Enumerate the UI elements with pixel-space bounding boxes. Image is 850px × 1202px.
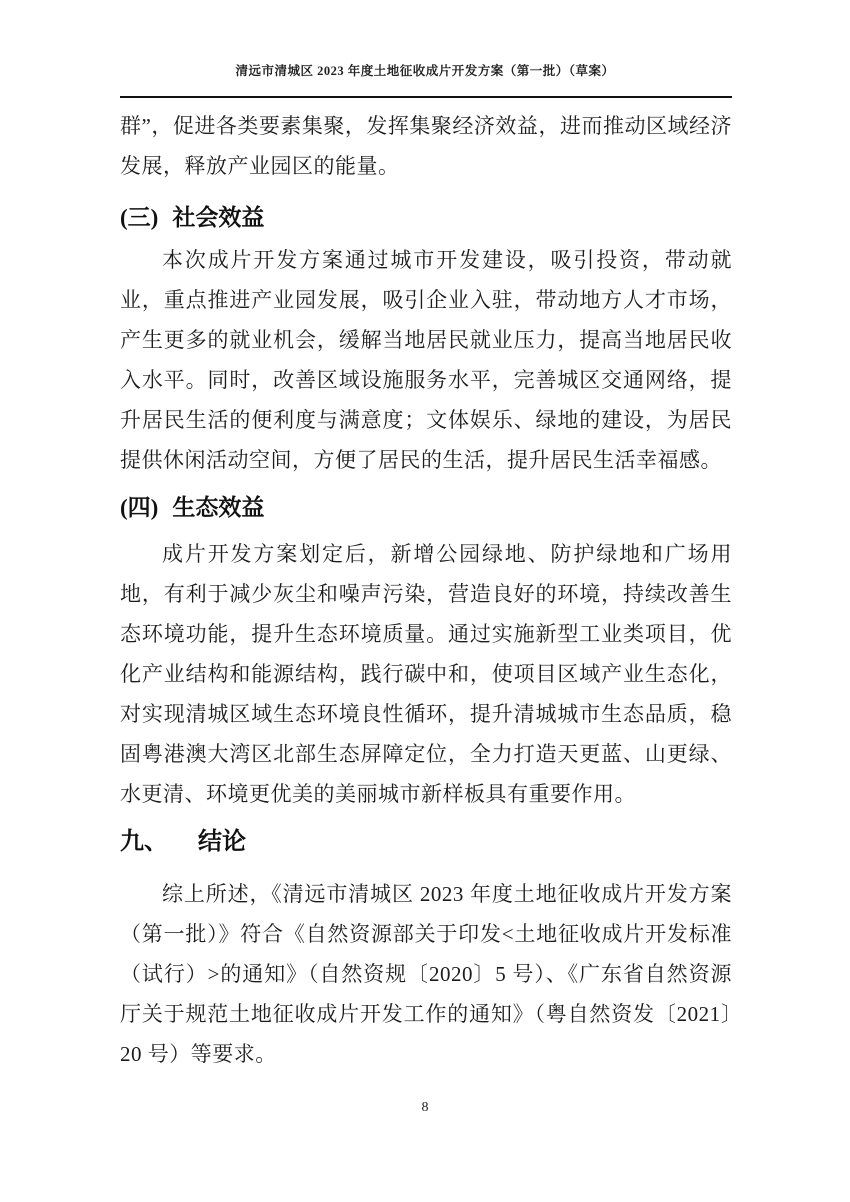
section-heading-social-benefit — [120, 202, 732, 234]
section-heading-title: 结论 — [198, 828, 246, 855]
section-heading-title: 生态效益 — [172, 495, 265, 520]
section-heading-label: (三) — [120, 205, 159, 230]
section-heading-label: 九、 — [120, 828, 168, 855]
paragraph-social-benefit: 本次成片开发方案通过城市开发建设，吸引投资，带动就业，重点推进产业园发展，吸引企业入驻，带动地方人才市场，产生更多的就业机会，缓解当地居民就业压力，提高当地居民收入水平。同时，改善区域设施服务水平，完善城区交通网络，提升居民生活的便利度与满意度；文体娱乐、绿地的建设，为居民提供休闲活动空间，方便了居民的生活，提升居民生活幸福感。 — [120, 248, 732, 472]
section-heading-title: 社会效益 — [172, 205, 265, 230]
paragraph-conclusion: 综上所述，《清远市清城区 2023 年度土地征收成片开发方案（第一批）》符合《自然资源部关于印发<土地征收成片开发标准（试行）>的通知》（自然资规〔2020〕5 号）、《广东省自然资源厅关于规范土地征收成片开发工作的通知》（粤自然资发〔2021〕20 号）等要求。 — [120, 882, 732, 1066]
section-heading-label: (四) — [120, 495, 159, 520]
document-header-title: 清远市清城区 2023 年度土地征收成片开发方案（第一批）（草案） — [235, 64, 615, 78]
paragraph-continuation: 群”，促进各类要素集聚，发挥集聚经济效益，进而推动区域经济发展，释放产业园区的能量。 — [120, 114, 732, 178]
page-number: 8 — [421, 1100, 429, 1115]
document-body — [120, 106, 732, 1074]
header-divider-line — [120, 96, 732, 98]
paragraph-ecological-benefit: 成片开发方案划定后，新增公园绿地、防护绿地和广场用地，有利于减少灰尘和噪声污染，营造良好的环境，持续改善生态环境功能，提升生态环境质量。通过实施新型工业类项目，优化产业结构和能源结构，践行碳中和，使项目区域产业生态化，对实现清城区域生态环境良性循环，提升清城城市生态品质，稳固粤港澳大湾区北部生态屏障定位，全力打造天更蓝、山更绿、水更清、环境更优美的美丽城市新样板具有重要作用。 — [120, 542, 732, 806]
section-heading-ecological-benefit — [120, 492, 732, 524]
section-heading-conclusion — [120, 826, 732, 858]
